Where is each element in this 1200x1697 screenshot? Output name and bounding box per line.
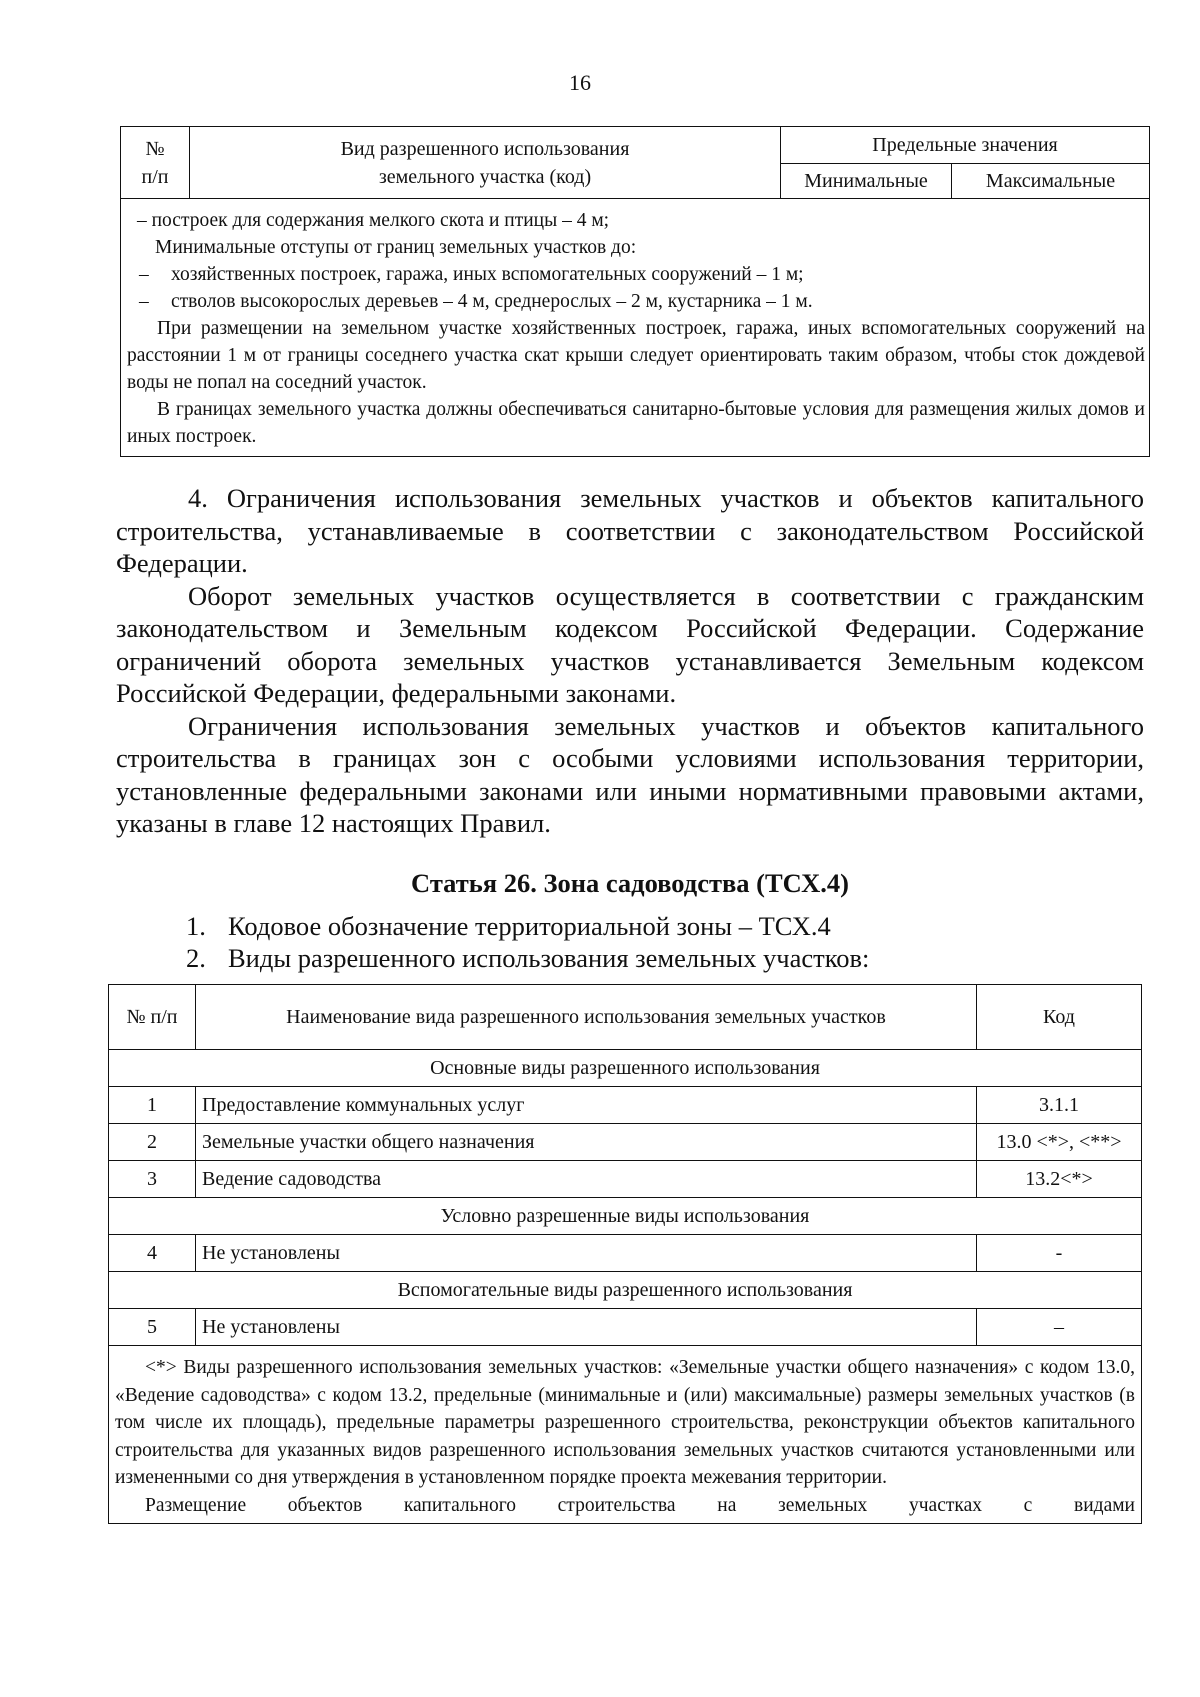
- note-asterisk: <*> Виды разрешенного использования земельных участков: «Земельные участки общего назначения» с кодом 13.0, «Ведение садоводства» с кодом 13.2, предельные (минимальные и (или) максимальные) размеры земельных участков (в том числе их площадь), предельные параметры разрешенного строительства, реконструкции объектов капитального строительства для указанных видов разрешенного использования земельных участков считаются установленными или измененными со дня утверждения в установленном порядке проекта межевания территории.: [115, 1357, 1135, 1488]
- article-heading: Статья 26. Зона садоводства (ТСХ.4): [411, 868, 849, 898]
- paragraph-zones: Ограничения использования земельных участков и объектов капитального строительства в границах зон с особыми условиями использования территории, установленные федеральными законами или иными нормативными правовыми актами, указаны в главе 12 настоящих Правил.: [116, 710, 1144, 838]
- table1-dash-line: – хозяйственных построек, гаража, иных вспомогательных сооружений – 1 м;: [139, 264, 804, 285]
- table1-line: Минимальные отступы от границ земельных участков до:: [155, 237, 637, 258]
- main-text: [116, 482, 1144, 840]
- table1-dash-line: – стволов высокорослых деревьев – 4 м, среднерослых – 2 м, кустарника – 1 м.: [139, 291, 813, 312]
- table2-notes: [109, 1346, 1142, 1524]
- table1-header-limits: Предельные значения: [781, 127, 1150, 164]
- paragraph-restrictions: 4. Ограничения использования земельных участков и объектов капитального строительства, устанавливаемые в соответствии с законодательством Российской Федерации.: [116, 483, 1144, 578]
- page-number: 16: [569, 70, 591, 95]
- list-item: 2. Виды разрешенного использования земельных участков:: [186, 943, 870, 973]
- table2-header-name: Наименование вида разрешенного использования земельных участков: [196, 985, 977, 1050]
- section-auxiliary: Вспомогательные виды разрешенного использования: [109, 1272, 1142, 1309]
- permitted-use-table: [108, 984, 1142, 1524]
- section-conditional: Условно разрешенные виды использования: [109, 1198, 1142, 1235]
- table-row: 2 Земельные участки общего назначения 13.0 <*>, <**>: [109, 1124, 1142, 1161]
- table1-header-kind: Вид разрешенного использования земельного участка (код): [190, 127, 781, 199]
- table1-paragraph: При размещении на земельном участке хозяйственных построек, гаража, иных вспомогательных сооружений на расстоянии 1 м от границы соседнего участка скат крыши следует ориентировать таким образом, чтобы сток дождевой воды не попал на соседний участок.: [127, 318, 1145, 393]
- table-row: 5 Не установлены –: [109, 1309, 1142, 1346]
- table-row: 1 Предоставление коммунальных услуг 3.1.1: [109, 1087, 1142, 1124]
- table2-header-num: № п/п: [109, 985, 196, 1050]
- table-row: 4 Не установлены -: [109, 1235, 1142, 1272]
- note-placement: Размещение объектов капитального строительства на земельных участках с видами: [145, 1494, 1135, 1516]
- paragraph-turnover: Оборот земельных участков осуществляется в соответствии с гражданским законодательством и Земельным кодексом Российской Федерации. Содержание ограничений оборота земельных участков устанавливается Земельным кодексом Российской Федерации, федеральными законами.: [116, 580, 1144, 708]
- list-item: 1. Кодовое обозначение территориальной зоны – ТСХ.4: [186, 911, 831, 941]
- table1-header-max: Максимальные: [952, 164, 1150, 199]
- table-row: 3 Ведение садоводства 13.2<*>: [109, 1161, 1142, 1198]
- section-main: Основные виды разрешенного использования: [109, 1050, 1142, 1087]
- table1-paragraph: В границах земельного участка должны обеспечиваться санитарно-бытовые условия для размещения жилых домов и иных построек.: [127, 399, 1145, 447]
- table1-line: – построек для содержания мелкого скота и птицы – 4 м;: [137, 210, 610, 231]
- table1-body: [121, 199, 1150, 457]
- table2-header-code: Код: [977, 985, 1142, 1050]
- limits-table: [120, 126, 1150, 457]
- table1-header-min: Минимальные: [781, 164, 952, 199]
- table1-header-num: № п/п: [121, 127, 190, 199]
